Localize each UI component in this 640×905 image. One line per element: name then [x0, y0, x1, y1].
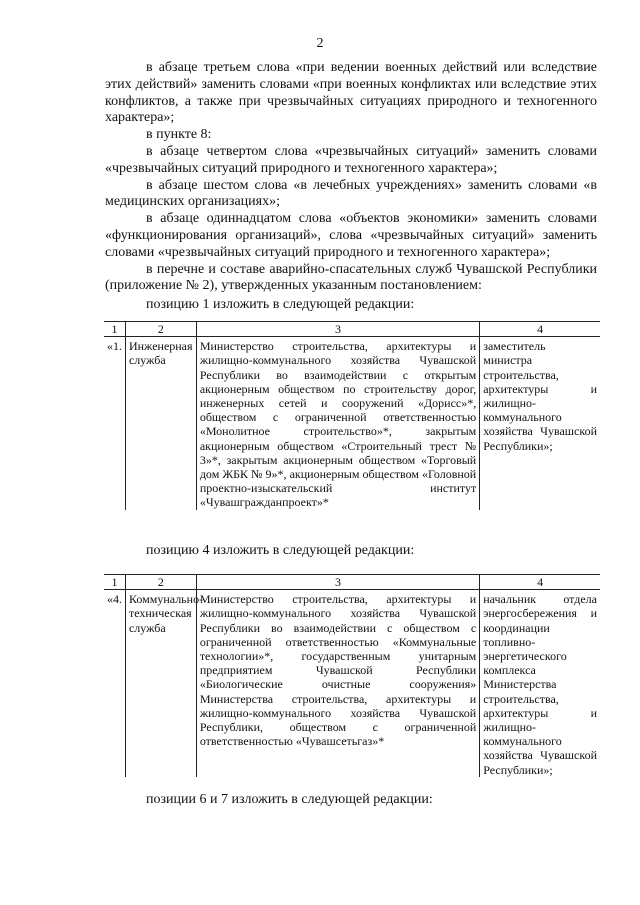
table-header-row [104, 575, 600, 590]
table-row [104, 590, 600, 777]
column-header: 1 [104, 322, 125, 337]
table-row [104, 337, 600, 510]
column-header: 4 [480, 322, 600, 337]
section-heading: позицию 4 изложить в следующей редакции: [146, 543, 415, 558]
paragraph: в абзаце шестом слова «в лечебных учреждениях» заменить словами «в медицинских организациях»; [105, 177, 597, 210]
service-name: Коммунально-техническая служба [125, 590, 196, 777]
paragraph: в абзаце одиннадцатом слова «объектов экономики» заменить словами «функционирования организаций», слова «чрезвычайных ситуаций» заменить словами «чрезвычайных ситуаций природного и техногенного характера»; [105, 211, 597, 260]
position-4-table [104, 574, 600, 777]
row-number: «1. [104, 337, 125, 510]
column-header: 1 [104, 575, 125, 590]
paragraph: в перечне и составе аварийно-спасательных служб Чувашской Республики (приложение № 2), утвержденных указанным постановлением: [105, 261, 597, 294]
service-composition: Министерство строительства, архитектуры и жилищно-коммунального хозяйства Чувашской Республики во взаимодействии с открытым акционерным обществом по строительству дорог, инженерных сетей и сооружений «Дорисс»*, обществом с ограниченной ответственностью «Монолитное строительство»*, закрытым акционерным обществом «Строительный трест № 3»*, закрытым акционерным обществом «Торговый дом ЖБК № 9»*, акционерным обществом «Головной проектно-изыскательский институт «Чувашгражданпроект»* [196, 337, 479, 510]
row-number: «4. [104, 590, 125, 777]
paragraph: в абзаце четвертом слова «чрезвычайных ситуаций» заменить словами «чрезвычайных ситуаций природного и техногенного характера»; [105, 143, 597, 176]
table-header-row [104, 322, 600, 337]
service-composition: Министерство строительства, архитектуры и жилищно-коммунального хозяйства Чувашской Республики во взаимодействии с обществом с ограниченной ответственностью «Коммунальные технологии»*, государственным унитарным предприятием Чувашской Республики «Биологические очистные сооружения» Министерства строительства, архитектуры и жилищно-коммунального хозяйства Чувашской Республики, обществом с ограниченной ответственностью «Чувашсетьгаз»* [196, 590, 479, 777]
column-header: 2 [125, 322, 196, 337]
page-number: 2 [316, 36, 324, 51]
body-text [105, 60, 597, 295]
service-name: Инженерная служба [125, 337, 196, 510]
column-header: 2 [125, 575, 196, 590]
paragraph: в пункте 8: [146, 127, 212, 143]
section-heading: позицию 1 изложить в следующей редакции: [146, 297, 415, 312]
column-header: 3 [196, 575, 479, 590]
column-header: 3 [196, 322, 479, 337]
section-heading: позиции 6 и 7 изложить в следующей редакции: [146, 792, 433, 807]
paragraph: в абзаце третьем слова «при ведении военных действий или вследствие этих действий» заменить словами «при военных конфликтах или вследствие этих конфликтов, а также при чрезвычайных ситуациях природного и техногенного характера»; [105, 60, 597, 126]
service-head: начальник отдела энергосбережения и координации топливно-энергетического комплекса Министерства строительства, архитектуры и жилищно-коммунального хозяйства Чувашской Республики»; [480, 590, 600, 777]
service-head: заместитель министра строительства, архитектуры и жилищно-коммунального хозяйства Чувашской Республики»; [480, 337, 600, 510]
position-1-table [104, 321, 600, 510]
column-header: 4 [480, 575, 600, 590]
